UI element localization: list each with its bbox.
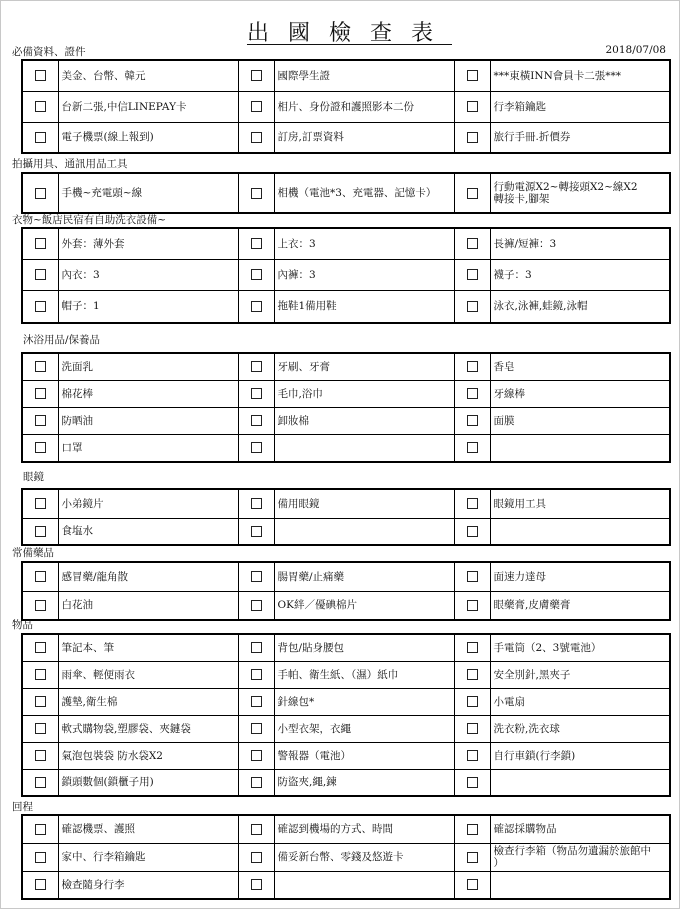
checkbox[interactable]: [251, 132, 262, 143]
checklist-item-label: 針線包*: [274, 688, 454, 715]
checkbox-cell: [22, 122, 58, 153]
checkbox[interactable]: [467, 498, 478, 509]
checklist-row: [22, 380, 670, 407]
checkbox[interactable]: [467, 238, 478, 249]
checkbox-cell: [454, 407, 490, 434]
checkbox[interactable]: [467, 101, 478, 112]
checkbox[interactable]: [251, 498, 262, 509]
checkbox-cell: [238, 122, 274, 153]
checkbox-cell: [454, 91, 490, 122]
checklist-item-label: 牙線棒: [490, 380, 670, 407]
checklist-row: [22, 91, 670, 122]
checklist-item-label: OK絆／優碘棉片: [274, 591, 454, 620]
checkbox-cell: [22, 518, 58, 545]
checkbox[interactable]: [251, 696, 262, 707]
checkbox[interactable]: [251, 600, 262, 611]
checkbox-cell: [238, 518, 274, 545]
checkbox[interactable]: [35, 723, 46, 734]
checklist-item-label: 訂房,訂票資料: [274, 122, 454, 153]
checkbox[interactable]: [467, 723, 478, 734]
checkbox-cell: [238, 228, 274, 259]
checklist-item-label: 面膜: [490, 407, 670, 434]
checkbox-cell: [22, 742, 58, 769]
checkbox[interactable]: [467, 642, 478, 653]
checkbox-cell: [22, 634, 58, 661]
checkbox-cell: [238, 843, 274, 871]
checklist-table-devices: [21, 172, 671, 214]
checklist-item-label: [274, 871, 454, 899]
checkbox[interactable]: [251, 526, 262, 537]
checkbox[interactable]: [251, 852, 262, 863]
checklist-page: [12, 0, 668, 909]
checklist-row: [22, 562, 670, 591]
checkbox-cell: [22, 60, 58, 91]
checkbox[interactable]: [35, 442, 46, 453]
checkbox[interactable]: [35, 301, 46, 312]
checklist-item-label: 國際學生證: [274, 60, 454, 91]
checklist-row: [22, 290, 670, 323]
checklist-row: [22, 742, 670, 769]
checkbox-cell: [454, 228, 490, 259]
checkbox[interactable]: [35, 571, 46, 582]
checklist-row: [22, 60, 670, 91]
checklist-row: [22, 591, 670, 620]
checklist-item-label: 牙刷、牙膏: [274, 353, 454, 380]
checkbox-cell: [22, 407, 58, 434]
checklist-item-label: 雨傘、輕便雨衣: [58, 661, 238, 688]
section-heading-toiletries: 沐浴用品/保養品: [23, 334, 101, 346]
checklist-row: [22, 173, 670, 213]
checkbox-cell: [238, 489, 274, 518]
checklist-item-label: 手機~充電頭~線: [58, 173, 238, 213]
section-heading-clothing: 衣物~飯店民宿有自助洗衣設備~: [12, 214, 167, 226]
checkbox[interactable]: [467, 669, 478, 680]
checkbox[interactable]: [251, 777, 262, 788]
checklist-row: [22, 715, 670, 742]
checklist-item-label: 警報器（電池）: [274, 742, 454, 769]
checkbox-cell: [238, 742, 274, 769]
checkbox[interactable]: [35, 600, 46, 611]
section-heading-devices: 拍攝用具、通訊用品工具: [12, 158, 128, 170]
checkbox-cell: [238, 353, 274, 380]
checklist-item-label: 行李箱鑰匙: [490, 91, 670, 122]
section-heading-glasses: 眼鏡: [23, 471, 44, 483]
checkbox-cell: [238, 634, 274, 661]
checklist-item-label: 面速力達母: [490, 562, 670, 591]
checkbox-cell: [454, 290, 490, 323]
checklist-item-label: 檢查隨身行李: [58, 871, 238, 899]
checklist-item-label: 防晒油: [58, 407, 238, 434]
checklist-item-label: 內衣：3: [58, 259, 238, 290]
section-heading-items: 物品: [12, 619, 33, 631]
checkbox-cell: [238, 60, 274, 91]
checklist-item-label: 感冒藥/龍角散: [58, 562, 238, 591]
checklist-item-label: [490, 434, 670, 462]
checklist-item-label: 襪子：3: [490, 259, 670, 290]
checklist-item-label: [490, 769, 670, 796]
checklist-row: [22, 259, 670, 290]
checklist-item-label: 美金、台幣、韓元: [58, 60, 238, 91]
checkbox-cell: [22, 661, 58, 688]
checkbox[interactable]: [35, 498, 46, 509]
checkbox-cell: [454, 489, 490, 518]
checklist-item-label: 香皂: [490, 353, 670, 380]
checklist-table-clothing: [21, 227, 671, 324]
checkbox-cell: [454, 769, 490, 796]
checklist-item-label: 腸胃藥/止痛藥: [274, 562, 454, 591]
checklist-item-label: 洗面乳: [58, 353, 238, 380]
checklist-item-label: 拖鞋1備用鞋: [274, 290, 454, 323]
checklist-row: [22, 407, 670, 434]
checklist-table-documents: [21, 59, 671, 154]
checkbox-cell: [454, 591, 490, 620]
checkbox[interactable]: [467, 269, 478, 280]
checkbox[interactable]: [35, 361, 46, 372]
checklist-item-label: [274, 518, 454, 545]
checklist-row: [22, 122, 670, 153]
checklist-row: [22, 688, 670, 715]
checkbox[interactable]: [467, 442, 478, 453]
checklist-row: [22, 434, 670, 462]
checkbox-cell: [22, 591, 58, 620]
checklist-item-label: 家中、行李箱鑰匙: [58, 843, 238, 871]
checklist-table-toiletries: [21, 352, 671, 463]
checkbox[interactable]: [467, 70, 478, 81]
checklist-item-label: 行動電源X2~轉接頭X2~線X2 轉接卡,腳架: [490, 173, 670, 213]
checkbox-cell: [22, 715, 58, 742]
checklist-item-label: [274, 434, 454, 462]
checkbox-cell: [22, 353, 58, 380]
checklist-item-label: 棉花棒: [58, 380, 238, 407]
checkbox[interactable]: [35, 269, 46, 280]
checklist-item-label: 背包/貼身腰包: [274, 634, 454, 661]
checklist-item-label: 自行車鎖(行李鎖): [490, 742, 670, 769]
checkbox-cell: [238, 259, 274, 290]
checkbox-cell: [454, 688, 490, 715]
checkbox-cell: [238, 688, 274, 715]
checkbox[interactable]: [35, 188, 46, 199]
checkbox-cell: [22, 843, 58, 871]
checkbox-cell: [454, 122, 490, 153]
checklist-item-label: 小弟鏡片: [58, 489, 238, 518]
checklist-row: [22, 518, 670, 545]
checklist-item-label: 確認採購物品: [490, 815, 670, 843]
checklist-item-label: 手電筒（2、3號電池）: [490, 634, 670, 661]
checkbox[interactable]: [35, 415, 46, 426]
checkbox-cell: [454, 661, 490, 688]
checklist-item-label: 護墊,衛生棉: [58, 688, 238, 715]
checkbox-cell: [22, 769, 58, 796]
checklist-item-label: [490, 871, 670, 899]
checkbox-cell: [22, 688, 58, 715]
checklist-item-label: 帽子：1: [58, 290, 238, 323]
checkbox[interactable]: [251, 879, 262, 890]
checklist-table-items: [21, 633, 671, 797]
checkbox[interactable]: [467, 696, 478, 707]
checkbox-cell: [22, 380, 58, 407]
checkbox[interactable]: [35, 669, 46, 680]
checkbox[interactable]: [251, 70, 262, 81]
checkbox[interactable]: [35, 777, 46, 788]
checklist-item-label: 洗衣粉,洗衣球: [490, 715, 670, 742]
checklist-item-label: 台新二張,中信LINEPAY卡: [58, 91, 238, 122]
checklist-item-label: 鎖頭數個(鎖櫃子用): [58, 769, 238, 796]
checklist-item-label: 檢查行李箱（物品勿遺漏於旅館中 ）: [490, 843, 670, 871]
checkbox-cell: [22, 228, 58, 259]
checklist-row: [22, 769, 670, 796]
checkbox-cell: [238, 815, 274, 843]
checkbox-cell: [238, 407, 274, 434]
checkbox[interactable]: [35, 70, 46, 81]
checkbox[interactable]: [251, 269, 262, 280]
checkbox[interactable]: [467, 879, 478, 890]
checkbox[interactable]: [251, 571, 262, 582]
checkbox[interactable]: [467, 750, 478, 761]
checklist-item-label: 內褲：3: [274, 259, 454, 290]
checkbox-cell: [454, 259, 490, 290]
checkbox[interactable]: [35, 642, 46, 653]
checkbox-cell: [22, 489, 58, 518]
section-heading-documents: 必備資料、證件: [12, 46, 86, 58]
checkbox[interactable]: [251, 750, 262, 761]
checkbox[interactable]: [467, 188, 478, 199]
checklist-item-label: 確認到機場的方式、時間: [274, 815, 454, 843]
checkbox[interactable]: [35, 526, 46, 537]
checkbox-cell: [22, 434, 58, 462]
checkbox-cell: [454, 60, 490, 91]
checklist-item-label: 備用眼鏡: [274, 489, 454, 518]
checklist-row: [22, 489, 670, 518]
checklist-item-label: 軟式購物袋,塑膠袋、夾鏈袋: [58, 715, 238, 742]
checkbox[interactable]: [35, 696, 46, 707]
checklist-row: [22, 634, 670, 661]
checklist-item-label: 相機（電池*3、充電器、記憶卡）: [274, 173, 454, 213]
checkbox-cell: [454, 380, 490, 407]
checklist-row: [22, 815, 670, 843]
checklist-item-label: 白花油: [58, 591, 238, 620]
checkbox[interactable]: [251, 238, 262, 249]
checkbox[interactable]: [251, 824, 262, 835]
checkbox[interactable]: [35, 879, 46, 890]
checkbox[interactable]: [467, 526, 478, 537]
checkbox-cell: [238, 434, 274, 462]
checkbox[interactable]: [35, 238, 46, 249]
checkbox[interactable]: [467, 132, 478, 143]
checkbox[interactable]: [35, 750, 46, 761]
checkbox[interactable]: [467, 824, 478, 835]
checkbox-cell: [454, 518, 490, 545]
checklist-row: [22, 843, 670, 871]
checklist-item-label: ***東橫INN會員卡二張***: [490, 60, 670, 91]
checkbox[interactable]: [35, 132, 46, 143]
checkbox-cell: [238, 661, 274, 688]
checkbox[interactable]: [251, 415, 262, 426]
checklist-row: [22, 661, 670, 688]
checklist-item-label: 小電扇: [490, 688, 670, 715]
checkbox-cell: [454, 173, 490, 213]
checkbox-cell: [22, 871, 58, 899]
checklist-item-label: 電子機票(線上報到): [58, 122, 238, 153]
checklist-item-label: 確認機票、護照: [58, 815, 238, 843]
checkbox-cell: [454, 434, 490, 462]
checkbox[interactable]: [35, 101, 46, 112]
checkbox-cell: [238, 769, 274, 796]
checkbox[interactable]: [467, 361, 478, 372]
checklist-item-label: 備妥新台幣、零錢及悠遊卡: [274, 843, 454, 871]
checkbox[interactable]: [35, 824, 46, 835]
checkbox-cell: [238, 871, 274, 899]
checkbox-cell: [454, 562, 490, 591]
checklist-item-label: 眼鏡用工具: [490, 489, 670, 518]
checkbox[interactable]: [251, 723, 262, 734]
checkbox[interactable]: [467, 571, 478, 582]
checklist-table-medicine: [21, 561, 671, 621]
checklist-item-label: 卸妝棉: [274, 407, 454, 434]
checkbox-cell: [454, 742, 490, 769]
page-title: 出國檢查表: [246, 21, 452, 46]
checkbox-cell: [454, 871, 490, 899]
checkbox-cell: [454, 353, 490, 380]
checkbox-cell: [238, 562, 274, 591]
checkbox-cell: [22, 259, 58, 290]
checkbox-cell: [22, 562, 58, 591]
checkbox[interactable]: [251, 301, 262, 312]
checkbox-cell: [238, 91, 274, 122]
checklist-item-label: 安全別針,黑夾子: [490, 661, 670, 688]
checklist-item-label: 毛巾,浴巾: [274, 380, 454, 407]
checkbox[interactable]: [251, 388, 262, 399]
checkbox[interactable]: [251, 442, 262, 453]
checkbox-cell: [22, 173, 58, 213]
checklist-item-label: 氣泡包裝袋 防水袋X2: [58, 742, 238, 769]
checkbox-cell: [22, 290, 58, 323]
checklist-item-label: 食塩水: [58, 518, 238, 545]
date-label: 2018/07/08: [605, 44, 666, 56]
section-heading-return: 回程: [12, 801, 33, 813]
checkbox[interactable]: [467, 388, 478, 399]
checklist-item-label: [490, 518, 670, 545]
checklist-item-label: 長褲/短褲：3: [490, 228, 670, 259]
checkbox[interactable]: [467, 852, 478, 863]
checkbox-cell: [454, 715, 490, 742]
checkbox-cell: [454, 815, 490, 843]
checkbox[interactable]: [467, 777, 478, 788]
checkbox-cell: [454, 634, 490, 661]
checklist-item-label: 眼藥膏,皮膚藥膏: [490, 591, 670, 620]
checkbox[interactable]: [467, 415, 478, 426]
checkbox[interactable]: [251, 361, 262, 372]
checklist-table-return: [21, 814, 671, 900]
checkbox-cell: [238, 715, 274, 742]
checklist-item-label: 旅行手冊.折價券: [490, 122, 670, 153]
checkbox[interactable]: [251, 188, 262, 199]
checklist-row: [22, 871, 670, 899]
checklist-row: [22, 353, 670, 380]
checklist-item-label: 外套：薄外套: [58, 228, 238, 259]
checklist-table-glasses: [21, 488, 671, 546]
checklist-item-label: 上衣：3: [274, 228, 454, 259]
checklist-item-label: 手帕、衛生紙、（濕）紙巾: [274, 661, 454, 688]
checkbox-cell: [238, 173, 274, 213]
checklist-item-label: 相片、身份證和護照影本二份: [274, 91, 454, 122]
checkbox[interactable]: [467, 301, 478, 312]
checkbox[interactable]: [467, 600, 478, 611]
checkbox[interactable]: [251, 642, 262, 653]
checkbox-cell: [454, 843, 490, 871]
checkbox[interactable]: [35, 852, 46, 863]
checkbox-cell: [238, 380, 274, 407]
checklist-item-label: 口罩: [58, 434, 238, 462]
section-heading-medicine: 常備藥品: [12, 547, 54, 559]
checkbox-cell: [22, 91, 58, 122]
checkbox-cell: [238, 591, 274, 620]
checkbox[interactable]: [35, 388, 46, 399]
checklist-row: [22, 228, 670, 259]
checkbox[interactable]: [251, 669, 262, 680]
checklist-item-label: 筆記本、筆: [58, 634, 238, 661]
checkbox-cell: [238, 290, 274, 323]
checkbox[interactable]: [251, 101, 262, 112]
checklist-item-label: 小型衣架，衣繩: [274, 715, 454, 742]
checklist-item-label: 防盜夾,繩,鍊: [274, 769, 454, 796]
checkbox-cell: [22, 815, 58, 843]
checklist-item-label: 泳衣,泳褲,蛙鏡,泳帽: [490, 290, 670, 323]
